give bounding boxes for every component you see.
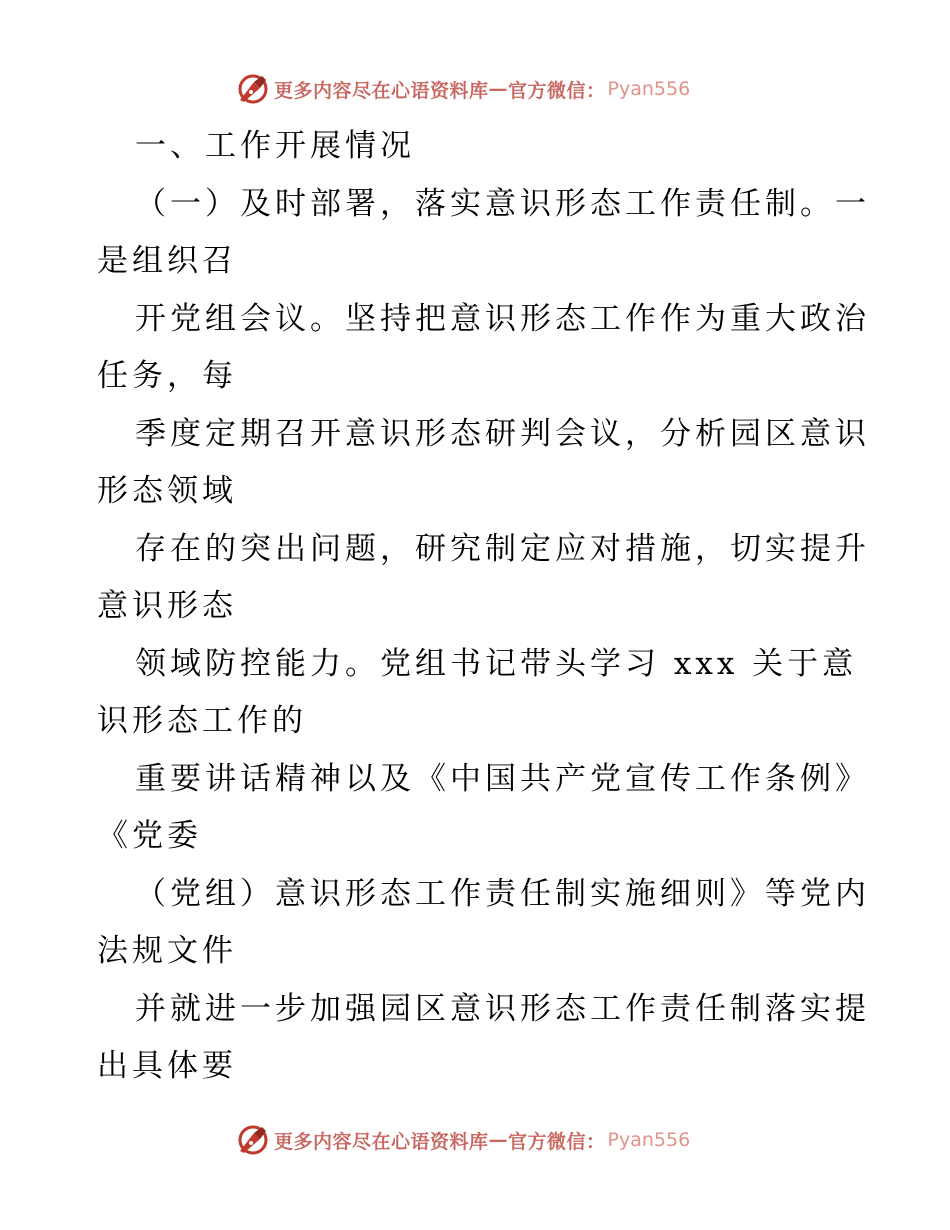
header-watermark	[236, 72, 690, 106]
watermark-wechat-id: Pyan556	[607, 1129, 691, 1151]
text-line: 任务，每	[97, 358, 237, 394]
pen-nib-circle-icon	[236, 72, 270, 106]
text-line: （党组）意识形态工作责任制实施细则》等党内	[135, 875, 870, 912]
text-line: 并就进一步加强园区意识形态工作责任制落实提	[135, 990, 870, 1027]
text-line: （一）及时部署，落实意识形态工作责任制。一	[135, 185, 870, 222]
watermark-wechat-label: 官方微信：	[508, 1130, 606, 1153]
footer-watermark	[236, 1123, 690, 1157]
pen-nib-circle-icon	[236, 1123, 270, 1157]
section-heading: 一、工作开展情况	[135, 128, 415, 164]
text-line: 是组织召	[97, 243, 237, 279]
text-line: 季度定期召开意识形态研判会议，分析园区意识	[135, 415, 870, 452]
document-body	[97, 118, 870, 1096]
watermark-brand-text: 更多内容尽在心语资料库	[274, 1130, 489, 1153]
text-line: 出具体要	[97, 1048, 237, 1084]
watermark-wechat-label: 官方微信：	[508, 79, 606, 102]
text-line: 重要讲话精神以及《中国共产党宣传工作条例》	[135, 760, 870, 797]
watermark-separator: —	[488, 78, 509, 100]
text-line: 领域防控能力。党组书记带头学习 xxx 关于意	[135, 645, 858, 682]
text-line: 意识形态	[97, 588, 237, 624]
text-line: 存在的突出问题，研究制定应对措施，切实提升	[135, 530, 870, 567]
watermark-brand-text: 更多内容尽在心语资料库	[274, 79, 489, 102]
text-line: 开党组会议。坚持把意识形态工作作为重大政治	[135, 300, 870, 337]
watermark-separator: —	[488, 1129, 509, 1151]
text-line: 形态领域	[97, 473, 237, 509]
text-line: 识形态工作的	[97, 703, 307, 739]
watermark-wechat-id: Pyan556	[607, 78, 691, 100]
text-line: 法规文件	[97, 933, 237, 969]
text-line: 《党委	[97, 818, 202, 854]
